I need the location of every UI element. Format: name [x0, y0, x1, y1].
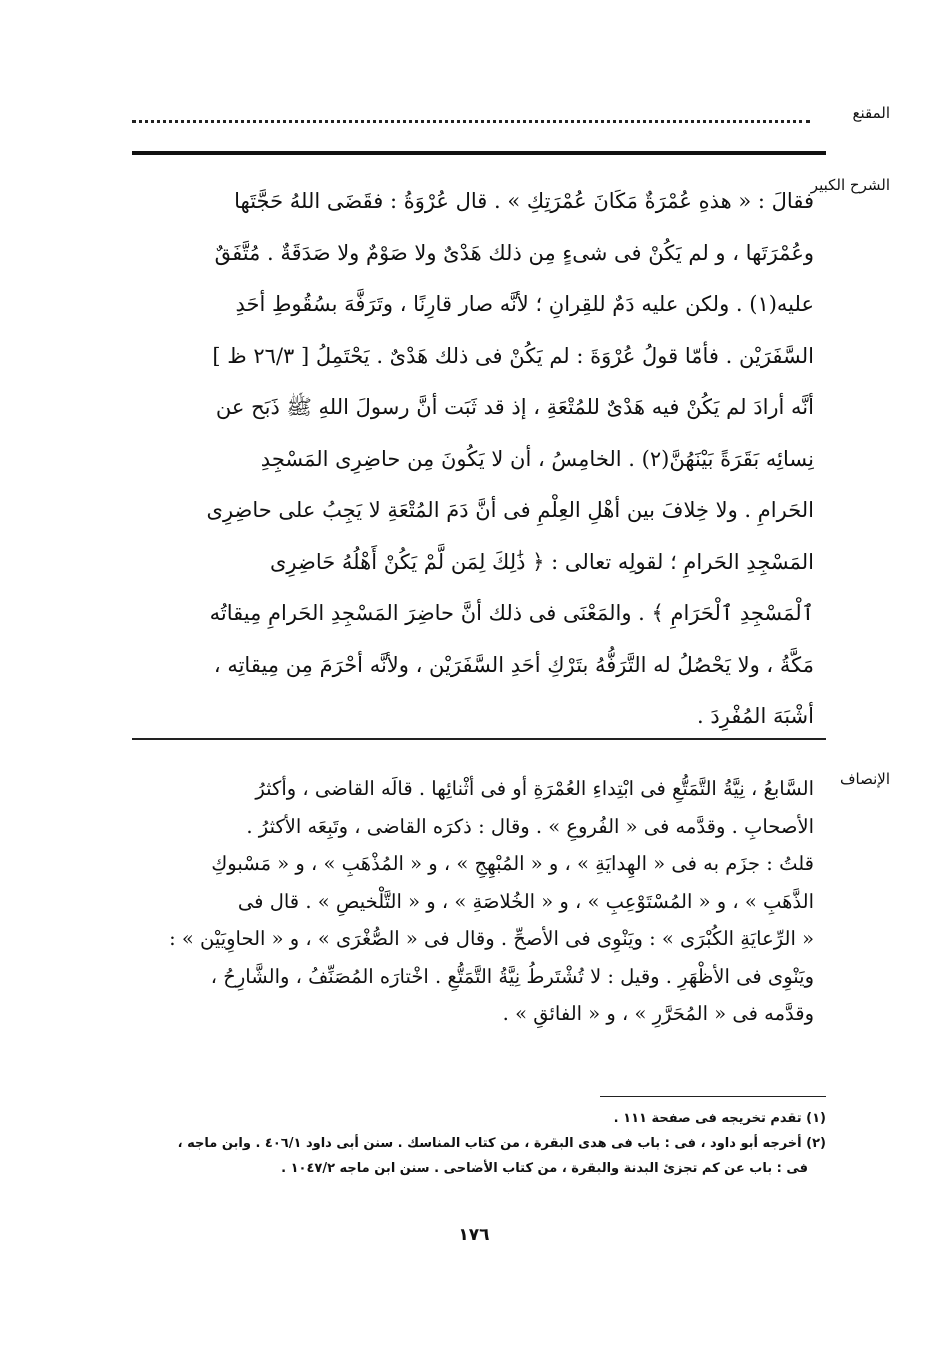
text-line: ويَنْوِى فى الأظْهَرِ . وقيل : لا تُشْتَرطُ نِيَّةُ التَّمَتُّعِ . اخْتارَه المُصَنِّفُ ، والشَّارِحُ ،	[210, 964, 814, 988]
text-line: السَّفَرَيْن . فأمّا قولُ عُرْوَةَ : لم يَكُنْ فى ذلك هَدْىٌ . يَحْتَمِلُ [ ٢٦/٣ ظ ]	[212, 343, 814, 368]
text-line: الأصحابِ . وقدَّمه فى « الفُروعِ » . وقال : ذكرَه القاضى ، وتَبِعَه الأكثرُ .	[246, 814, 814, 838]
footnote-divider	[600, 1096, 826, 1097]
sharh-text	[128, 176, 814, 743]
text-line: أنَّه أرادَ لم يَكُنْ فيه هَدْىٌ للمُتْعَةِ ، إذ قد ثَبَت أنَّ رسولَ اللهِ ﷺ ذَبَح عن	[215, 395, 814, 419]
page-number: ١٧٦	[458, 1225, 490, 1245]
text-line: مَكَّةُ ، ولا يَحْصُلُ له التَّرَفُّهُ بتَرْكِ أحَدِ السَّفَرَيْن ، ولأنَّه أحْرَمَ مِن مِيقاتِه ،	[213, 652, 814, 677]
text-line: وقدَّمه فى « المُحَرَّرِ » ، و « الفائقِ » .	[502, 1002, 814, 1025]
insaf-text	[128, 770, 814, 1033]
footnote-continuation: فى : باب عن كم تجزئ البدنة والبقرة ، من كتاب الأضاحى . سنن ابن ماجه ١٠٤٧/٢ .	[281, 1161, 808, 1176]
thick-divider	[132, 151, 826, 155]
text-line: عليه(١) . ولكن عليه دَمٌ للقِرانِ ؛ لأنَّه صار قارِنًا ، وتَرَفَّهَ بسُقُوطِ أحَدِ	[235, 292, 814, 316]
text-line: الذَّهَبِ » ، و « المُسْتَوْعِبِ » ، و « الخُلاصَةِ » ، و « التَّلْخيصِ » . قال فى	[237, 889, 814, 913]
text-line: السَّابعُ ، نِيَّةُ التَّمَتُّعِ فى ابْتِداءِ العُمْرَةِ أو فى أثْنائِها . قالَه القاضى ، وأكثرُ	[255, 777, 814, 800]
text-line: ٱلْمَسْجِدِ ٱلْحَرَامِ ﴾ . والمَعْنَى فى ذلك أنَّ حاضِرَ المَسْجِدِ الحَرامِ مِيقاتُه	[209, 601, 814, 625]
footnotes	[128, 1106, 826, 1181]
text-line: الحَرامِ . ولا خِلافَ بين أهْلِ العِلْمِ فى أنَّ دَمَ المُتْعَةِ لا يَجِبُ على حاضِرِى	[206, 498, 814, 522]
text-line: وعُمْرَتَها ، و لم يَكُنْ فى شىءٍ مِن ذلك هَدْىٌ ولا صَوْمٌ ولا صَدَقَةٌ . مُتَّفَقٌ	[214, 240, 814, 265]
footnote: (٢) أخرجه أبو داود ، فى : باب فى هدى البقرة ، من كتاب المناسك . سنن أبى داود ٤٠٦/١ . وابن ماجه ،	[177, 1136, 826, 1151]
text-line: فقالَ : « هذهِ عُمْرَةٌ مَكَانَ عُمْرَتِكِ » . قال عُرْوَةُ : فقَضَى اللهُ حَجَّتَها	[234, 189, 814, 213]
footnote: (١) تقدم تخريجه فى صفحة ١١١ .	[613, 1111, 826, 1126]
text-line: قلتُ : جزَم به فى « الهِدايَةِ » ، و « المُبْهِجِ » ، و « المُذْهَبِ » ، و « مَسْبوكِ	[211, 852, 814, 875]
sharh-label: الشرح الكبير	[810, 176, 890, 194]
dotted-divider	[132, 120, 810, 123]
text-line: المَسْجِدِ الحَرامِ ؛ لقولِه تعالى : ﴿ ذَٰلِكَ لِمَن لَّمْ يَكُنْ أَهْلُهُ حَاضِرِى	[270, 549, 814, 574]
text-line: « الرِّعايَةِ الكُبْرَى » : ويَنْوِى فى الأصحِّ . وقال فى « الصُّغْرَى » ، و « الحاوِيَيْن » :	[169, 927, 814, 950]
insaf-label: الإنصاف	[839, 770, 890, 788]
text-line: أشْبَهَ المُفْرِدَ .	[697, 704, 814, 728]
section-divider	[132, 738, 826, 740]
muqni-label: المقنع	[852, 104, 890, 122]
text-line: نِسائِه بَقَرَةً بَيْنَهُنَّ(٢) . الخامِسُ ، أن لا يَكُونَ مِن حاضِرِى المَسْجِدِ	[260, 446, 814, 471]
